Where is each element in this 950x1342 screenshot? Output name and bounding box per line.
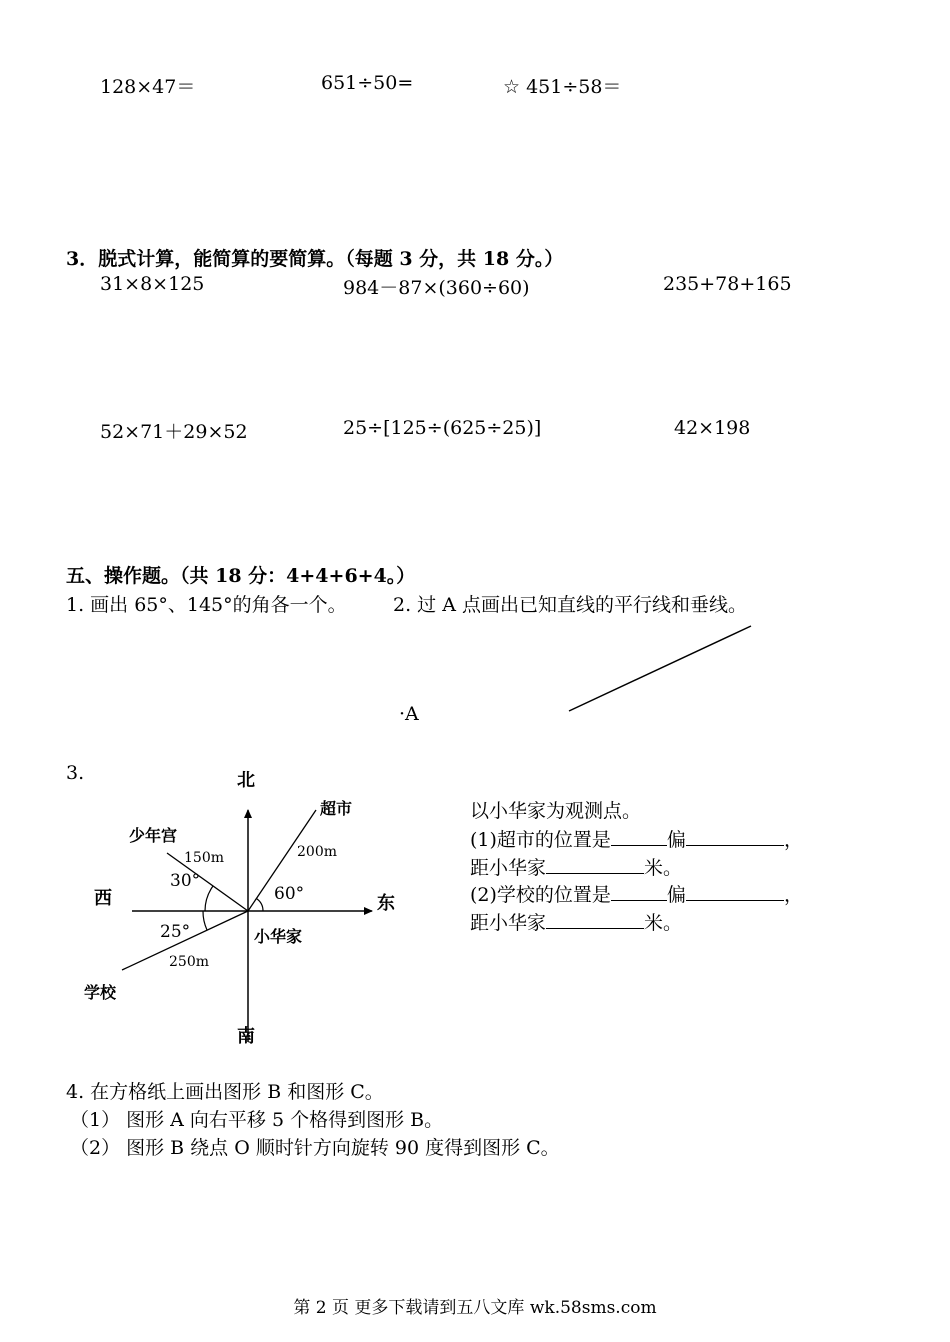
calc-6: 42×198	[674, 417, 751, 439]
q3-distance-prompt-2: 距小华家	[470, 912, 547, 934]
point-a-label: ·A	[399, 703, 419, 725]
q3-line-3	[470, 880, 803, 907]
q3-comma-1: ，	[783, 829, 803, 851]
supermarket-distance: 200m	[297, 844, 337, 860]
calc-2: 984－87×(360÷60)	[343, 277, 530, 299]
supermarket-angle: 60°	[274, 884, 305, 904]
q3-school-prompt: (2)学校的位置是	[470, 884, 611, 906]
question-1: 1. 画出 65°、145°的角各一个。	[66, 594, 347, 616]
angle-arc-supermarket	[256, 899, 263, 912]
calc-4: 52×71＋29×52	[100, 421, 248, 443]
question-2: 2. 过 A 点画出已知直线的平行线和垂线。	[393, 594, 747, 616]
section5-heading: 五、操作题。（共 18 分：4+4+6+4。）	[66, 565, 416, 587]
q3-supermarket-prompt: (1)超市的位置是	[470, 829, 611, 851]
part3-heading: 3．脱式计算，能简算的要简算。（每题 3 分，共 18 分。）	[66, 248, 564, 270]
angle-arc-palace	[205, 886, 213, 911]
east-label: 东	[377, 893, 395, 914]
calc-1: 31×8×125	[100, 273, 205, 295]
compass-diagram	[60, 770, 440, 1060]
school-label: 学校	[84, 983, 117, 1002]
palace-distance: 150m	[184, 850, 224, 866]
answer-blank-5[interactable]	[686, 884, 784, 901]
q3-line-2	[470, 853, 682, 880]
q3-line-4	[470, 908, 682, 935]
q3-direction-word-1: 偏	[666, 829, 686, 851]
school-distance: 250m	[169, 954, 209, 970]
q3-unit-1: 米。	[644, 857, 683, 879]
supermarket-label: 超市	[320, 799, 353, 818]
q3-line-1	[470, 825, 803, 852]
q3-distance-prompt-1: 距小华家	[470, 857, 547, 879]
school-angle: 25°	[160, 922, 191, 942]
expression-1: 128×47＝	[100, 76, 196, 98]
answer-blank-6[interactable]	[546, 912, 644, 929]
given-line	[560, 620, 760, 720]
answer-blank-4[interactable]	[611, 884, 667, 901]
answer-blank-3[interactable]	[546, 857, 644, 874]
expression-2: 651÷50=	[321, 72, 414, 94]
question-4-title: 4. 在方格纸上画出图形 B 和图形 C。	[66, 1081, 384, 1103]
question-3-number: 3.	[66, 762, 85, 784]
q3-direction-word-2: 偏	[666, 884, 686, 906]
q3-comma-2: ，	[783, 884, 803, 906]
calc-5: 25÷[125÷(625÷25)]	[343, 417, 542, 439]
origin-label: 小华家	[254, 927, 303, 946]
answer-blank-2[interactable]	[686, 829, 784, 846]
west-label: 西	[94, 888, 112, 909]
angle-arc-school	[203, 911, 207, 930]
answer-blank-1[interactable]	[611, 829, 667, 846]
palace-angle: 30°	[170, 871, 201, 891]
palace-label: 少年宫	[129, 826, 178, 845]
expression-3: ☆ 451÷58＝	[503, 76, 622, 98]
north-label: 北	[237, 770, 255, 791]
q3-unit-2: 米。	[644, 912, 683, 934]
page-footer: 第 2 页 更多下载请到五八文库 wk.58sms.com	[293, 1298, 657, 1318]
south-label: 南	[237, 1026, 255, 1047]
question-4-item-1: （1） 图形 A 向右平移 5 个格得到图形 B。	[70, 1109, 444, 1131]
question-4-item-2: （2） 图形 B 绕点 O 顺时针方向旋转 90 度得到图形 C。	[70, 1137, 560, 1159]
calc-3: 235+78+165	[663, 273, 792, 295]
q3-intro: 以小华家为观测点。	[470, 800, 642, 822]
